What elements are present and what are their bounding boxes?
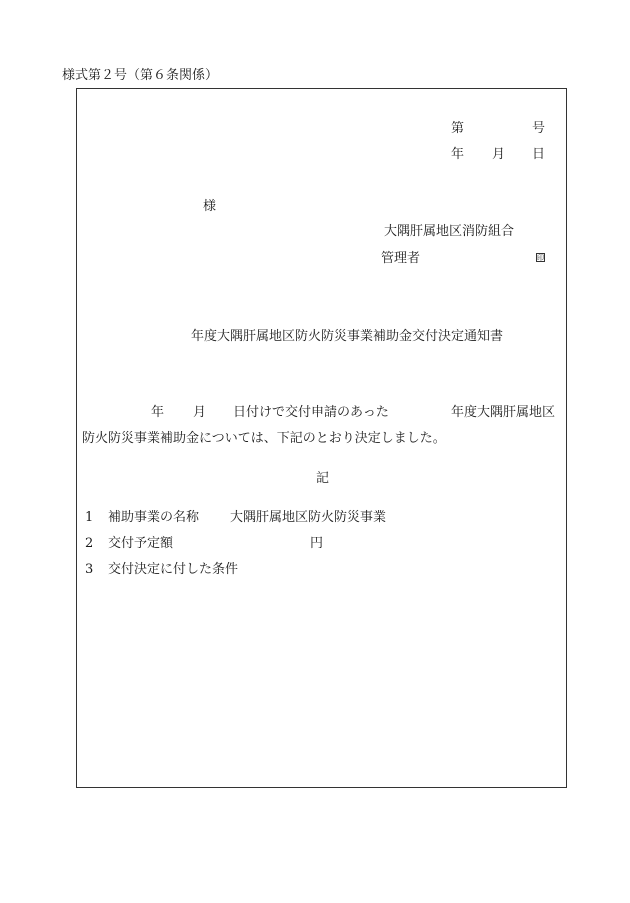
recipient-suffix: 様 <box>203 199 217 214</box>
item-1-value: 大隅肝属地区防火防災事業 <box>230 510 387 525</box>
date-day: 日 <box>532 147 546 162</box>
item-1-number: 1 <box>85 510 94 525</box>
body-line-2: 防火防災事業補助金については、下記のとおり決定しました。 <box>82 431 446 446</box>
item-2-number: 2 <box>85 536 94 551</box>
body-month: 月 <box>193 405 207 420</box>
seal-mark: 印 <box>537 254 544 262</box>
item-3-label: 交付決定に付した条件 <box>108 562 239 577</box>
number-prefix: 第 <box>451 121 465 136</box>
item-2-value: 円 <box>310 536 324 551</box>
ki-label: 記 <box>316 471 330 486</box>
item-2-label: 交付予定額 <box>108 536 174 551</box>
body-fiscal-prefix: 年度大隅肝属地区 <box>451 405 556 420</box>
date-month: 月 <box>492 147 506 162</box>
item-3-number: 3 <box>85 562 94 577</box>
body-year: 年 <box>151 405 165 420</box>
form-label: 様式第２号（第６条関係） <box>62 68 219 83</box>
item-1-label: 補助事業の名称 <box>108 510 200 525</box>
document-title: 年度大隅肝属地区防火防災事業補助金交付決定通知書 <box>191 329 504 344</box>
number-suffix: 号 <box>532 121 546 136</box>
issuer-organization: 大隅肝属地区消防組合 <box>384 224 515 239</box>
date-year: 年 <box>451 147 465 162</box>
issuer-title: 管理者 <box>381 251 421 266</box>
body-date-clause: 日付けで交付申請のあった <box>233 405 389 420</box>
